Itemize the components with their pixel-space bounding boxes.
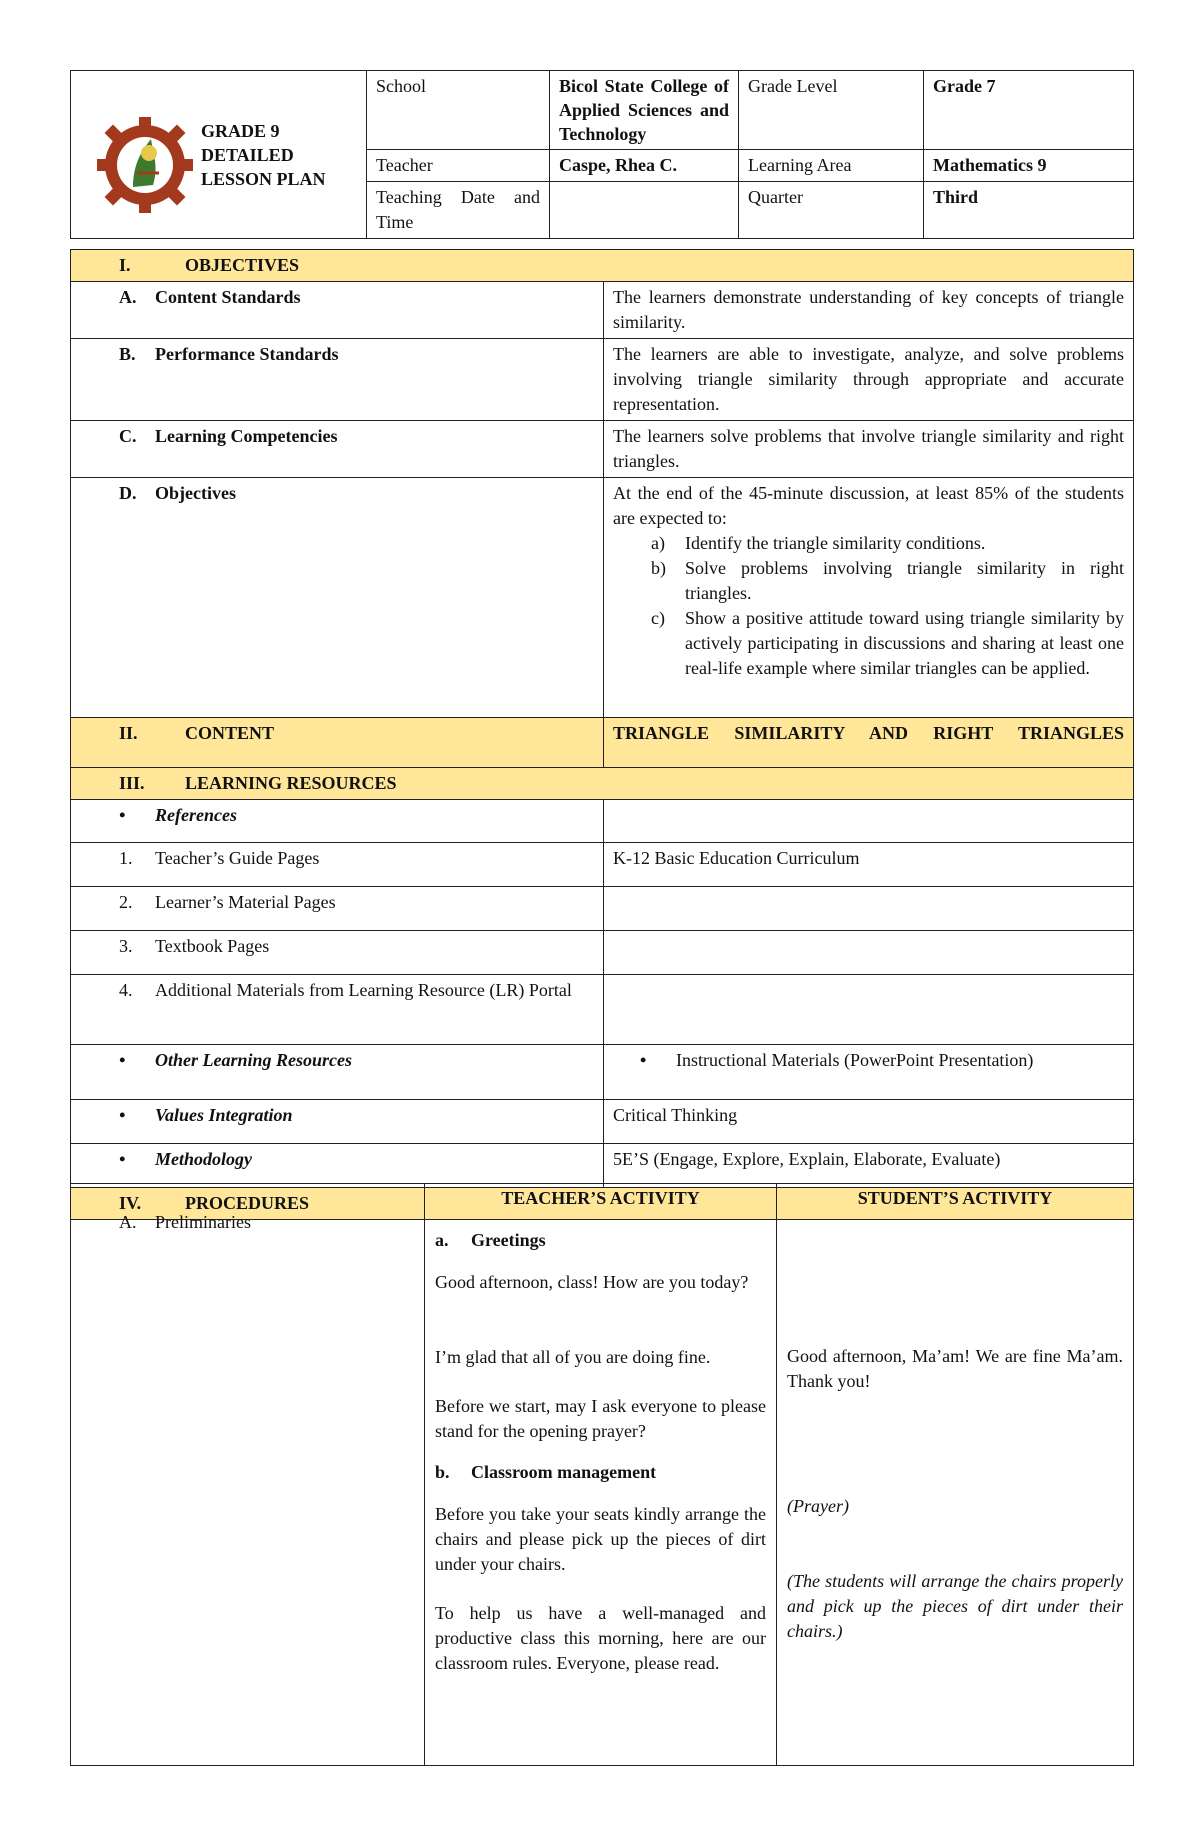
values-row: • Values Integration Critical Thinking bbox=[71, 1100, 1134, 1144]
row-label: B. bbox=[119, 344, 136, 364]
objectives-list bbox=[613, 531, 1124, 681]
resource-value: K-12 Basic Education Curriculum bbox=[604, 843, 1134, 887]
objectives-intro: At the end of the 45-minute discussion, at least 85% of the students are expected to: bbox=[613, 483, 1125, 528]
bullet-icon: • bbox=[119, 1149, 126, 1169]
row-title: Objectives bbox=[155, 483, 236, 503]
classroom-management-heading: b. Classroom management bbox=[435, 1462, 657, 1482]
section-number: IV. bbox=[119, 1193, 142, 1213]
grade-level-value: Grade 7 bbox=[924, 71, 1134, 150]
student-greeting: Good afternoon, Ma’am! We are fine Ma’am. Thank you! bbox=[787, 1346, 1123, 1391]
plan-title-line: DETAILED bbox=[201, 145, 294, 165]
teacher-greeting: Good afternoon, class! How are you today? bbox=[435, 1272, 749, 1292]
references-label: References bbox=[155, 805, 237, 825]
row-label: D. bbox=[119, 483, 137, 503]
section-number: III. bbox=[119, 773, 145, 793]
school-label: School bbox=[367, 71, 550, 150]
procedures-table bbox=[70, 1183, 1134, 1766]
quarter-value: Third bbox=[924, 182, 1134, 239]
bullet-icon: • bbox=[119, 1050, 126, 1070]
content-row bbox=[71, 718, 1134, 768]
student-activity-cell bbox=[777, 1184, 1134, 1766]
learning-area-value: Mathematics 9 bbox=[924, 150, 1134, 182]
lesson-plan-table bbox=[70, 249, 1134, 1220]
objective-item: c) Show a positive attitude toward using triangle similarity by actively participating in discussions and sharing at least one real-life example where similar triangles can be applied. bbox=[651, 608, 1125, 678]
student-arrange: (The students will arrange the chairs properly and pick up the pieces of dirt under their chairs.) bbox=[787, 1571, 1123, 1641]
content-topic: TRIANGLE SIMILARITY AND RIGHT TRIANGLES bbox=[604, 718, 1134, 768]
teaching-date-label: Teaching Date and Time bbox=[367, 182, 550, 239]
section-title: LEARNING RESOURCES bbox=[185, 773, 397, 793]
resource-row: 4. Additional Materials from Learning Resource (LR) Portal bbox=[71, 975, 1134, 1045]
quarter-label: Quarter bbox=[739, 182, 924, 239]
preliminaries-cell: A. Preliminaries bbox=[71, 1184, 425, 1766]
teacher-activity-cell bbox=[425, 1184, 777, 1766]
student-activity-header: STUDENT’S ACTIVITY bbox=[857, 1188, 1053, 1208]
preliminaries-title: Preliminaries bbox=[155, 1212, 251, 1232]
bullet-icon: • bbox=[640, 1050, 647, 1070]
plan-title-line: LESSON PLAN bbox=[201, 169, 326, 189]
teacher-activity-header: TEACHER’S ACTIVITY bbox=[501, 1188, 700, 1208]
resource-value bbox=[604, 887, 1134, 931]
row-label: A. bbox=[119, 287, 137, 307]
references-row bbox=[71, 800, 1134, 843]
row-title: Content Standards bbox=[155, 287, 301, 307]
header-table bbox=[70, 70, 1134, 239]
teacher-value: Caspe, Rhea C. bbox=[550, 150, 739, 182]
learning-area-label: Learning Area bbox=[739, 150, 924, 182]
teacher-rules: To help us have a well-managed and productive class this morning, here are our classroom rules. Everyone, please read. bbox=[435, 1603, 766, 1673]
objectives-list-cell bbox=[604, 478, 1134, 718]
bullet-icon: • bbox=[119, 805, 126, 825]
resource-value bbox=[604, 975, 1134, 1045]
section-title: CONTENT bbox=[185, 723, 275, 743]
plan-title bbox=[201, 119, 326, 191]
grade-level-label: Grade Level bbox=[739, 71, 924, 150]
teacher-prayer: Before we start, may I ask everyone to please stand for the opening prayer? bbox=[435, 1396, 766, 1441]
teacher-arrange: Before you take your seats kindly arrange the chairs and please pick up the pieces of dirt under your chairs. bbox=[435, 1504, 766, 1574]
plan-title-line: GRADE 9 bbox=[201, 121, 280, 141]
logo-cell bbox=[71, 71, 367, 239]
learning-competencies-row bbox=[71, 421, 1134, 478]
teacher-label: Teacher bbox=[367, 150, 550, 182]
objective-item: a) Identify the triangle similarity conditions. bbox=[651, 533, 986, 553]
row-text: The learners solve problems that involve triangle similarity and right triangles. bbox=[604, 421, 1134, 478]
resource-value bbox=[604, 931, 1134, 975]
methodology-row: • Methodology 5E’S (Engage, Explore, Explain, Elaborate, Evaluate) bbox=[71, 1144, 1134, 1188]
section-number: II. bbox=[119, 723, 138, 743]
objectives-header bbox=[71, 250, 1134, 282]
section-title: PROCEDURES bbox=[185, 1193, 310, 1213]
resource-row: 2. Learner’s Material Pages bbox=[71, 887, 1134, 931]
row-text: The learners are able to investigate, analyze, and solve problems involving triangle similarity through appropriate and accurate representation. bbox=[604, 339, 1134, 421]
objectives-row bbox=[71, 478, 1134, 718]
teaching-date-value bbox=[550, 182, 739, 239]
row-title: Learning Competencies bbox=[155, 426, 338, 446]
teacher-glad: I’m glad that all of you are doing fine. bbox=[435, 1347, 711, 1367]
greetings-heading: a. Greetings bbox=[435, 1230, 546, 1250]
bullet-icon: • bbox=[119, 1105, 126, 1125]
row-label: C. bbox=[119, 426, 137, 446]
performance-standards-row bbox=[71, 339, 1134, 421]
row-title: Performance Standards bbox=[155, 344, 339, 364]
section-title: OBJECTIVES bbox=[185, 255, 300, 275]
row-text: The learners demonstrate understanding of key concepts of triangle similarity. bbox=[604, 282, 1134, 339]
resource-row: 1. Teacher’s Guide Pages K-12 Basic Education Curriculum bbox=[71, 843, 1134, 887]
section-number: I. bbox=[119, 255, 131, 275]
school-value: Bicol State College of Applied Sciences and Technology bbox=[550, 71, 739, 150]
student-prayer: (Prayer) bbox=[787, 1496, 849, 1516]
other-resources-row: • Other Learning Resources • Instructional Materials (PowerPoint Presentation) bbox=[71, 1045, 1134, 1100]
content-standards-row bbox=[71, 282, 1134, 339]
objective-item: b) Solve problems involving triangle similarity in right triangles. bbox=[651, 558, 1125, 603]
school-logo bbox=[93, 113, 197, 217]
resource-row: 3. Textbook Pages bbox=[71, 931, 1134, 975]
resources-header bbox=[71, 768, 1134, 800]
